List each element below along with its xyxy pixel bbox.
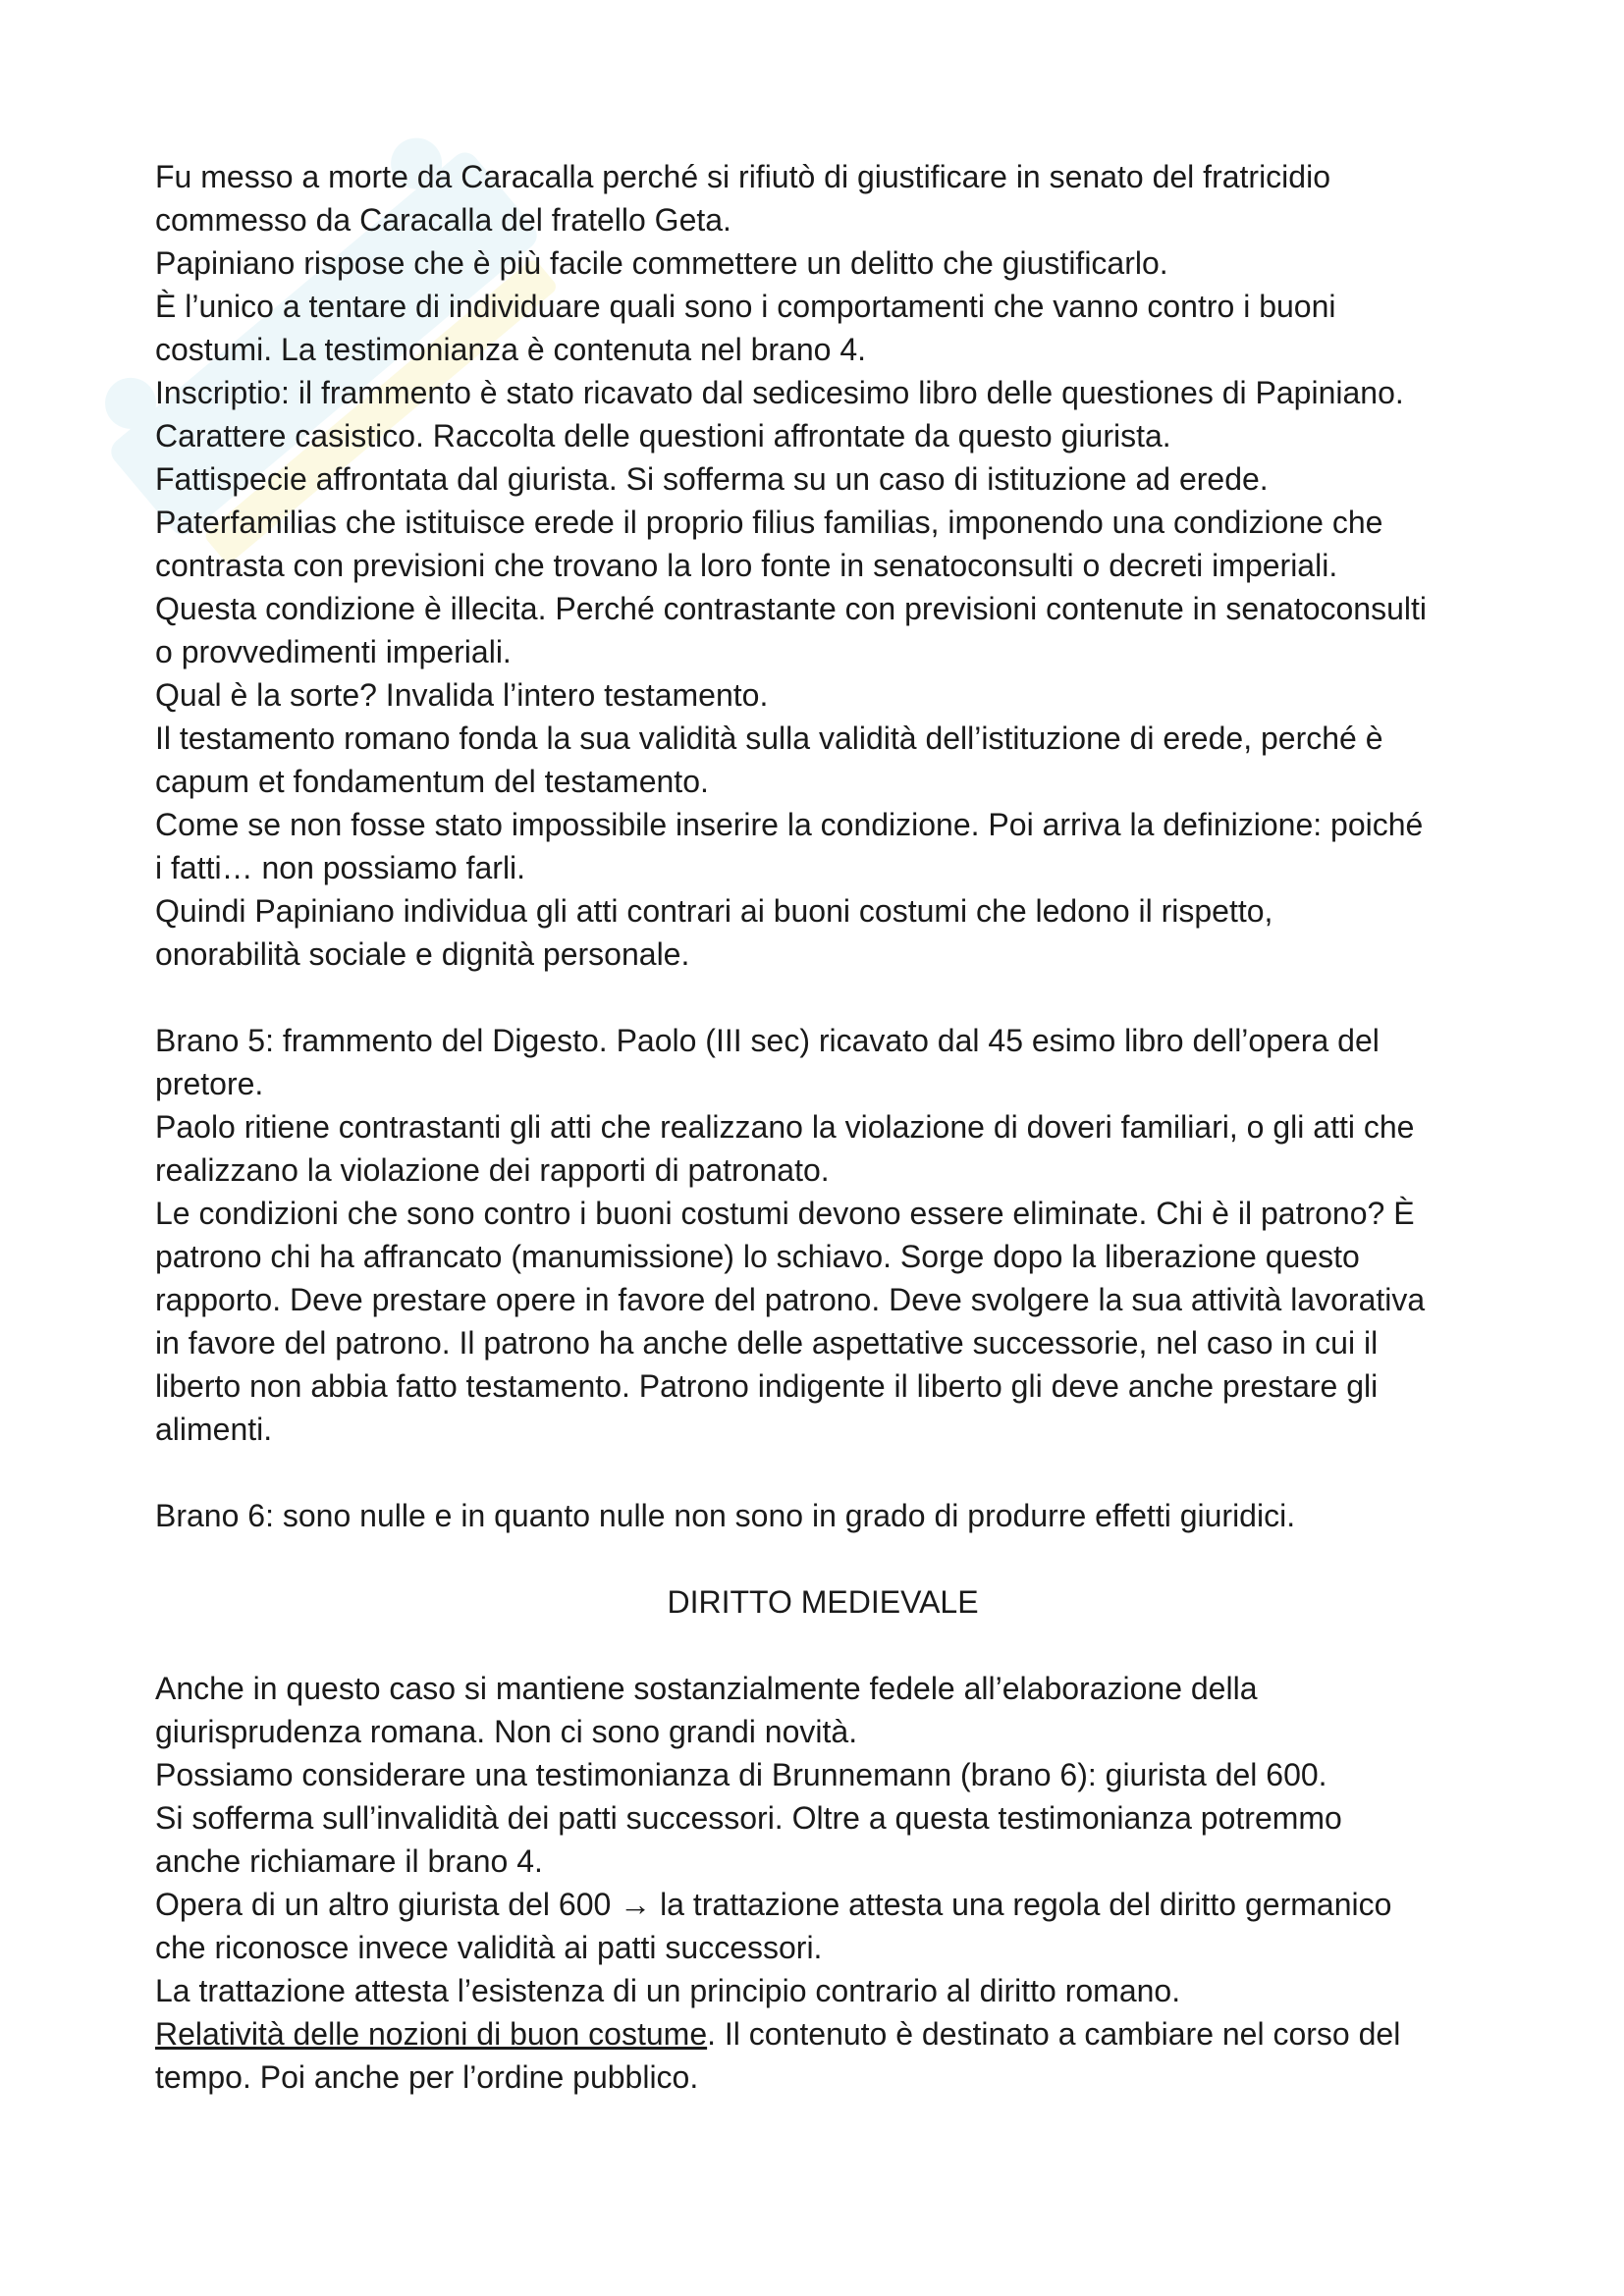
- text-line: liberto non abbia fatto testamento. Patrono indigente il liberto gli deve anche prestare gli: [155, 1368, 1379, 1404]
- text-line: Le condizioni che sono contro i buoni costumi devono essere eliminate. Chi è il patrono? È: [155, 1196, 1415, 1231]
- text-line: onorabilità sociale e dignità personale.: [155, 936, 690, 972]
- text-line: costumi. La testimonianza è contenuta nel brano 4.: [155, 332, 866, 367]
- text-line: patrono chi ha affrancato (manumissione) lo schiavo. Sorge dopo la liberazione questo: [155, 1239, 1360, 1274]
- text-line: Paolo ritiene contrastanti gli atti che realizzano la violazione di doveri familiari, o gli atti che: [155, 1109, 1415, 1145]
- text-line: Si sofferma sull’invalidità dei patti successori. Oltre a questa testimonianza potremmo: [155, 1800, 1342, 1836]
- section-heading: DIRITTO MEDIEVALE: [667, 1584, 979, 1620]
- text-line: Paterfamilias che istituisce erede il proprio filius familias, imponendo una condizione che: [155, 505, 1383, 540]
- paragraph-spacer: [155, 1451, 1490, 1494]
- text-line: Papiniano rispose che è più facile commettere un delitto che giustificarlo.: [155, 245, 1168, 281]
- text-line: in favore del patrono. Il patrono ha anche delle aspettative successorie, nel caso in cui il: [155, 1325, 1379, 1361]
- paragraph-brano-6: [155, 1494, 1490, 1537]
- text-line: tempo. Poi anche per l’ordine pubblico.: [155, 2059, 699, 2095]
- text-line: realizzano la violazione dei rapporti di patronato.: [155, 1152, 830, 1188]
- paragraph-papiniano: [155, 155, 1490, 976]
- text-line: pretore.: [155, 1066, 264, 1101]
- text-line: Possiamo considerare una testimonianza di Brunnemann (brano 6): giurista del 600.: [155, 1757, 1327, 1792]
- text-line: rapporto. Deve prestare opere in favore del patrono. Deve svolgere la sua attività lavorativa: [155, 1282, 1426, 1317]
- text-line: anche richiamare il brano 4.: [155, 1843, 543, 1879]
- text-line: Questa condizione è illecita. Perché contrastante con previsioni contenute in senatoconsulti: [155, 591, 1427, 626]
- text-line: Opera di un altro giurista del 600 → la trattazione attesta una regola del diritto germanico: [155, 1887, 1392, 1922]
- text-line: Fu messo a morte da Caracalla perché si rifiutò di giustificare in senato del fratricidio: [155, 159, 1330, 194]
- paragraph-spacer: [155, 1537, 1490, 1580]
- text-line: contrasta con previsioni che trovano la loro fonte in senatoconsulti o decreti imperiali.: [155, 548, 1338, 583]
- text-line: che riconosce invece validità ai patti successori.: [155, 1930, 823, 1965]
- text-line: Come se non fosse stato impossibile inserire la condizione. Poi arriva la definizione: poiché: [155, 807, 1424, 842]
- underlined-phrase: Relatività delle nozioni di buon costume: [155, 2016, 708, 2052]
- text-line: È l’unico a tentare di individuare quali sono i comportamenti che vanno contro i buoni: [155, 289, 1336, 324]
- text-line: Fattispecie affrontata dal giurista. Si sofferma su un caso di istituzione ad erede.: [155, 461, 1269, 497]
- text-line: capum et fondamentum del testamento.: [155, 764, 709, 799]
- text-line: Qual è la sorte? Invalida l’intero testamento.: [155, 677, 769, 713]
- text-line: [155, 2012, 1490, 2056]
- text-line: Brano 6: sono nulle e in quanto nulle non sono in grado di produrre effetti giuridici.: [155, 1498, 1296, 1533]
- text-line: giurisprudenza romana. Non ci sono grandi novità.: [155, 1714, 858, 1749]
- text-line: commesso da Caracalla del fratello Geta.: [155, 202, 731, 238]
- paragraph-diritto-medievale: [155, 1667, 1490, 2099]
- text-line: o provvedimenti imperiali.: [155, 634, 512, 669]
- text-fragment: . Il contenuto è destinato a cambiare nel corso del: [707, 2016, 1401, 2052]
- paragraph-spacer: [155, 1624, 1490, 1667]
- text-line: Il testamento romano fonda la sua validità sulla validità dell’istituzione di erede, perché è: [155, 721, 1383, 756]
- text-line: alimenti.: [155, 1412, 273, 1447]
- text-line: i fatti… non possiamo farli.: [155, 850, 526, 885]
- paragraph-spacer: [155, 976, 1490, 1019]
- paragraph-brano-5: [155, 1019, 1490, 1451]
- text-line: Inscriptio: il frammento è stato ricavato dal sedicesimo libro delle questiones di Papiniano.: [155, 375, 1404, 410]
- text-line: La trattazione attesta l’esistenza di un principio contrario al diritto romano.: [155, 1973, 1181, 2008]
- text-line: Anche in questo caso si mantiene sostanzialmente fedele all’elaborazione della: [155, 1671, 1258, 1706]
- document-page: [155, 155, 1490, 2099]
- text-line: Quindi Papiniano individua gli atti contrari ai buoni costumi che ledono il rispetto,: [155, 893, 1273, 929]
- text-line: Brano 5: frammento del Digesto. Paolo (III sec) ricavato dal 45 esimo libro dell’opera del: [155, 1023, 1380, 1058]
- text-line: Carattere casistico. Raccolta delle questioni affrontate da questo giurista.: [155, 418, 1171, 454]
